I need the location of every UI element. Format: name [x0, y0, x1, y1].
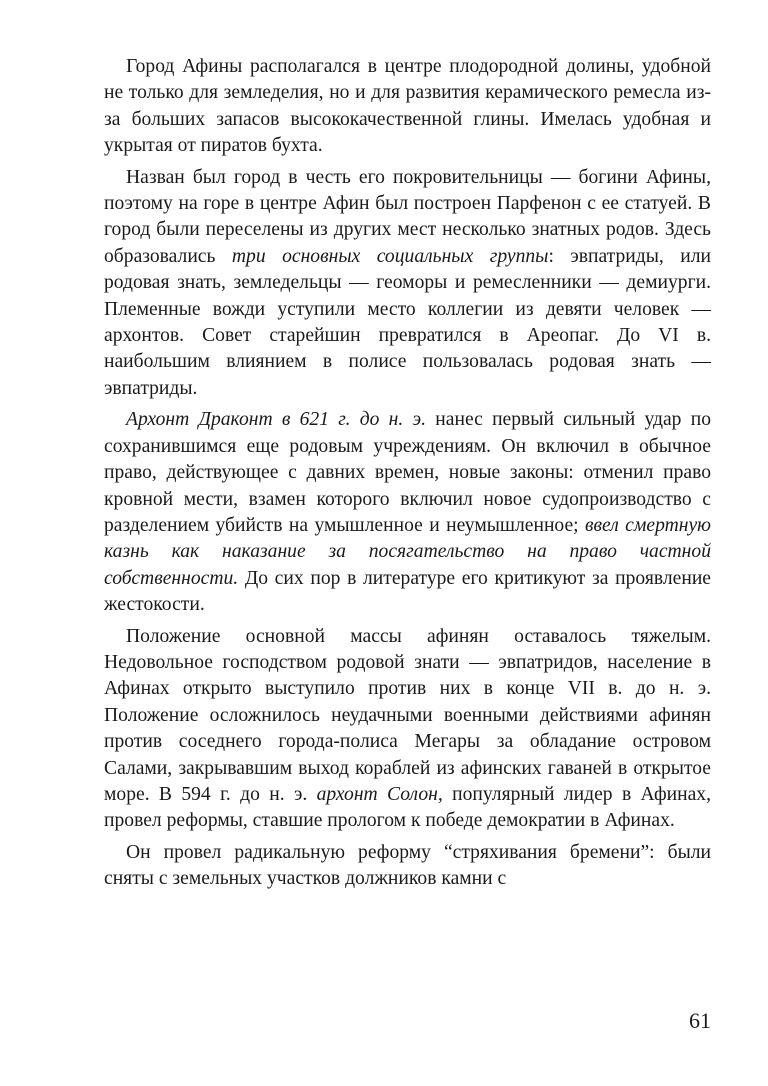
- paragraph-2: [104, 165, 711, 403]
- text-run: До сих пор в литературе его критикуют за проявление жестокости.: [104, 567, 711, 616]
- italic-text-run: Архонт Драконт в 621 г. до н. э.: [126, 409, 427, 431]
- text-run: Положение основной массы афинян оставалось тяжелым. Недовольное господством родовой знати — эвпатридов, население в Афинах открыто выступило против них в конце VII в. до н. э. Положение осложнилось неудачными военными действиями афинян против соседнего города-полиса Мегары за обладание островом Салами, закрывавшим выход кораблей из афинских гаваней в открытое море. В 594 г. до н. э.: [104, 625, 711, 805]
- text-run: нанес первый сильный удар по сохранившимся еще родовым учреждениям. Он включил в обычное право, действующее с давних времен, новые законы: отменил право кровной мести, взамен которого включил новое судопроизводство с разделением убийств на умышленное и неумышленное;: [104, 409, 711, 536]
- text-run: популярный лидер в Афинах, провел реформы, ставшие прологом к победе демократии в Афинах.: [104, 783, 711, 832]
- page-number: 61: [689, 1008, 711, 1033]
- paragraph-3: [104, 407, 711, 618]
- text-run: Назван был город в честь его покровительницы — богини Афины, поэтому на горе в центре Афин был построен Парфенон с ее статуей. В город были переселены из других мест несколько знатных родов. Здесь образовались: [104, 166, 711, 267]
- text-run: : эвпатриды, или родовая знать, земледельцы — геоморы и ремесленники — демиурги. Племенные вожди уступили место коллегии из девяти человек — архонтов. Совет старейшин превратился в Ареопаг. До VI в. наибольшим влиянием в полисе пользовалась родовая знать — эвпатриды.: [104, 245, 711, 399]
- paragraph-4: [104, 624, 711, 835]
- paragraph-1: [104, 54, 711, 160]
- text-run: Он провел радикальную реформу “стряхивания бремени”: были сняты с земельных участков должников камни с: [104, 841, 711, 890]
- italic-text-run: ввел смертную казнь как наказание за посягательство на право частной собственности.: [104, 514, 711, 589]
- italic-text-run: три основных социальных группы: [231, 245, 549, 267]
- paragraph-5: [104, 840, 711, 893]
- text-run: Город Афины располагался в центре плодородной долины, удобной не только для земледелия, но и для развития керамического ремесла из-за больших запасов высококачественной глины. Имелась удобная и укрытая от пиратов бухта.: [104, 56, 711, 157]
- italic-text-run: архонт Солон,: [316, 783, 443, 805]
- body-text: [104, 54, 711, 893]
